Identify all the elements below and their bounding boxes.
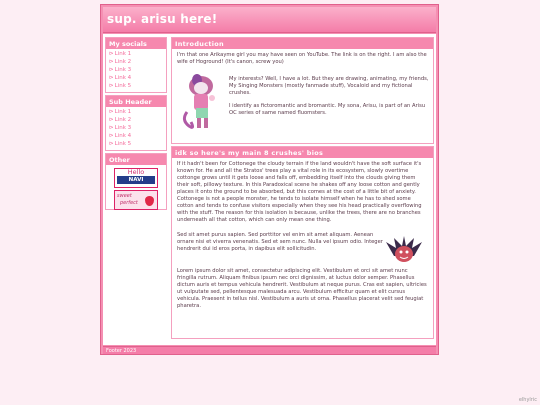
social-link-5[interactable] xyxy=(109,82,163,90)
intro-paragraph-2: My interests? Well, I have a lot. But they are drawing, animating, my friends, My Singing Monsters (mostly fanmade stuff), Vocaloid and my fictional crushes. xyxy=(229,76,429,96)
sub-link-5[interactable] xyxy=(109,140,163,148)
crushes-body xyxy=(172,158,433,319)
intro-title: Introduction xyxy=(172,38,433,49)
other-box xyxy=(105,153,167,210)
intro-box xyxy=(171,37,434,144)
link-label: Link 4 xyxy=(114,75,132,81)
sub-link-2[interactable] xyxy=(109,116,163,124)
badge-perfect-text: perfect xyxy=(120,200,138,206)
arrow-right-icon: ⊳ xyxy=(109,141,114,147)
sidebar xyxy=(105,37,167,343)
link-label: Link 1 xyxy=(114,51,132,57)
navi-badge[interactable] xyxy=(114,168,158,188)
link-label: Link 1 xyxy=(114,109,132,115)
site-footer xyxy=(103,346,436,354)
intro-row xyxy=(177,72,428,132)
footer-text: Footer 2023 xyxy=(106,348,137,354)
socials-box xyxy=(105,37,167,93)
socials-list xyxy=(106,49,166,92)
arrow-right-icon: ⊳ xyxy=(109,83,114,89)
badge-sweet-text: sweet xyxy=(117,193,132,199)
other-badges xyxy=(106,165,166,209)
intro-paragraph-3: I identify as fictoromantic and bromantic. My sona, Arisu, is part of an Arisu OC series of same named fluomsters. xyxy=(229,103,426,116)
arrow-right-icon: ⊳ xyxy=(109,67,114,73)
crushes-title: idk so here's my main 8 crushes' bios xyxy=(172,147,433,158)
sub-link-4[interactable] xyxy=(109,132,163,140)
badge-navi-text: NAVI xyxy=(117,176,155,184)
bat-monster-illustration xyxy=(384,232,424,268)
crush-bio-paragraph: If it hadn't been for Cottonege the cloudy terrain if the land wouldn't have the soft surface it's known for. He and all the Stratos' trees play a vital role in its ecosystem, slowly overtime cottonge grows until it gets loose and falls off, embedding itself into the clouds giving them their soft, pillowy texture. In this Paradoxical scene he shakes off any loose cotton and gently places it onto the ground to be absorbed, but this comes at the cost of a little bit of anxiety. Cottonege is not a people monster, he tends to isolate himself when he has to shed some cotton and tends to confuse visitors especially when they see his head practically overflowing with the stuff. The reason for this isolation is because, unlike the trees, there are no branches underneath all that cotton, which can only mean one thing. xyxy=(177,161,422,223)
link-label: Link 3 xyxy=(114,125,132,131)
intro-text-block xyxy=(229,76,429,123)
badge-hello-text: Hello xyxy=(127,168,145,176)
sub-link-3[interactable] xyxy=(109,124,163,132)
arrow-right-icon: ⊳ xyxy=(109,125,114,131)
sub-link-1[interactable] xyxy=(109,108,163,116)
arrow-right-icon: ⊳ xyxy=(109,59,114,65)
sub-header-title: Sub Header xyxy=(106,96,166,107)
site-title: sup. arisu here! xyxy=(107,12,218,26)
arisu-character-illustration xyxy=(177,72,225,132)
link-label: Link 5 xyxy=(114,83,132,89)
main-column xyxy=(171,37,434,343)
site-header xyxy=(103,7,436,33)
social-link-2[interactable] xyxy=(109,58,163,66)
social-link-1[interactable] xyxy=(109,50,163,58)
page-frame xyxy=(100,4,439,355)
strawberry-icon xyxy=(145,196,154,206)
link-label: Link 2 xyxy=(114,59,132,65)
crush-filler-paragraph-1: Sed sit amet purus sapien. Sed porttitor vel enim sit amet aliquam. Aenean ornare nisi et viverra venenatis. Sed et sem nunc. Nulla vel ipsum odio. Integer hendrerit dui id eros porta, in dapibus elit sollicitudin. xyxy=(177,232,383,252)
arrow-right-icon: ⊳ xyxy=(109,109,114,115)
crushes-box xyxy=(171,146,434,339)
content-area xyxy=(103,34,436,345)
arrow-right-icon: ⊳ xyxy=(109,133,114,139)
link-label: Link 5 xyxy=(114,141,132,147)
social-link-3[interactable] xyxy=(109,66,163,74)
intro-paragraph-1: I'm that one Arikayme girl you may have seen on YouTube. The link is on the right. I am also the wife of Hoground! (It's canon, screw you) xyxy=(177,52,427,65)
sub-header-box xyxy=(105,95,167,151)
link-label: Link 2 xyxy=(114,117,132,123)
other-title: Other xyxy=(106,154,166,165)
intro-body xyxy=(172,49,433,135)
arrow-right-icon: ⊳ xyxy=(109,75,114,81)
sub-links-list xyxy=(106,107,166,150)
link-label: Link 3 xyxy=(114,67,132,73)
arrow-right-icon: ⊳ xyxy=(109,117,114,123)
crush-row xyxy=(177,232,428,268)
socials-title: My socials xyxy=(106,38,166,49)
sweet-badge[interactable] xyxy=(114,190,158,210)
link-label: Link 4 xyxy=(114,133,132,139)
arrow-right-icon: ⊳ xyxy=(109,51,114,57)
social-link-4[interactable] xyxy=(109,74,163,82)
crush-filler-paragraph-2: Lorem ipsum dolor sit amet, consectetur adipiscing elit. Vestibulum et orci sit amet nunc fringilla rutrum. Aliquam finibus ipsum nec orci dignissim, at luctus dolor semper. Phasellus dictum auris et tempus vehicula hendrerit. Vestibulum at neque purus. Cras est sapien, ultricies ut vulputate sed, pellentesque malesuada arcu. Vestibulum efficitur quam et elit cursus vehicula. Praesent in tellus nisl. Vestibulum a auris ut orna. Phasellus placerat velit sed feugiat pharetra. xyxy=(177,268,427,309)
watermark: elhylric xyxy=(518,397,537,403)
